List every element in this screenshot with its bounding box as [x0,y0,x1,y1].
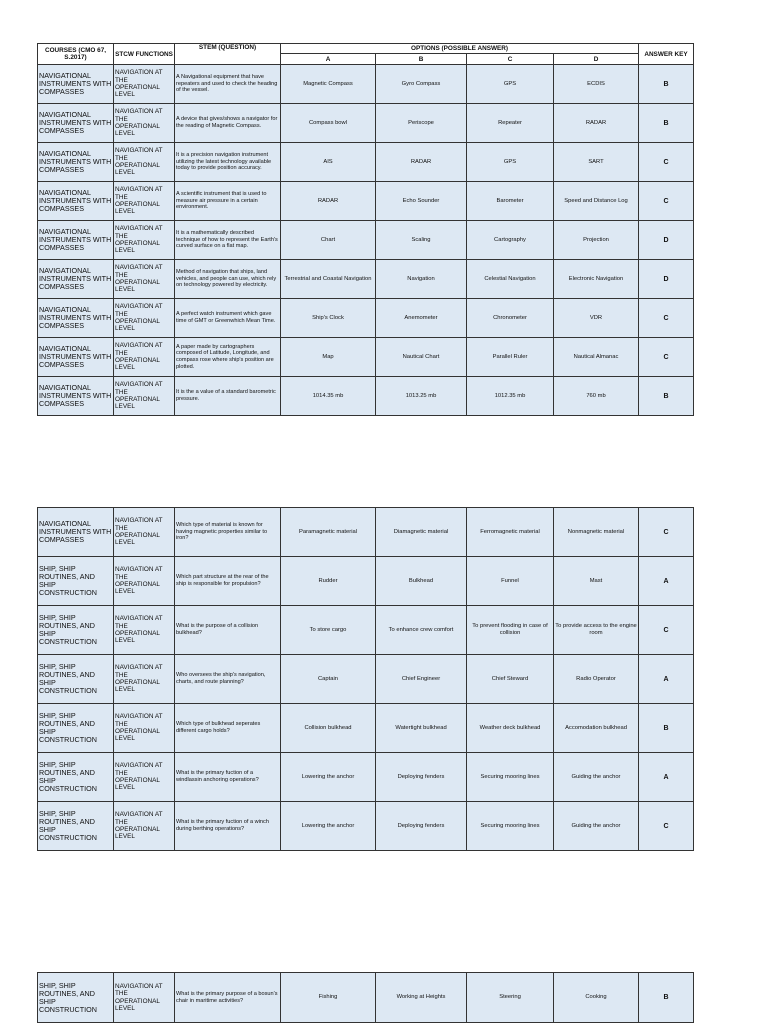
answer-key-cell: C [639,508,694,557]
option-b-cell: Deploying fenders [376,753,467,802]
option-c-cell: Weather deck bulkhead [467,704,554,753]
option-b-cell: 1013.25 mb [376,377,467,416]
course-cell: SHIP, SHIP ROUTINES, AND SHIP CONSTRUCTION [38,973,114,1023]
course-cell: NAVIGATIONAL INSTRUMENTS WITH COMPASSES [38,143,114,182]
function-cell: NAVIGATION AT THE OPERATIONAL LEVEL [114,802,175,851]
option-d-cell: ECDIS [554,65,639,104]
option-b-cell: Working at Heights [376,973,467,1023]
option-b-cell: Navigation [376,260,467,299]
table-row [38,655,694,704]
answer-key-cell: A [639,655,694,704]
stem-cell: It is a precision navigation instrument utilizing the latest technology available today to provide position accuracy. [175,143,281,182]
answer-key-cell: C [639,338,694,377]
stem-cell: Who oversees the ship's navigation, charts, and route planning? [175,655,281,704]
course-cell: NAVIGATIONAL INSTRUMENTS WITH COMPASSES [38,104,114,143]
option-b-cell: To enhance crew comfort [376,606,467,655]
table-row [38,753,694,802]
function-cell: NAVIGATION AT THE OPERATIONAL LEVEL [114,377,175,416]
stem-cell: It is the a value of a standard barometric pressure. [175,377,281,416]
answer-key-cell: C [639,802,694,851]
option-a-cell: Magnetic Compass [281,65,376,104]
stem-cell: Which type of material is known for having magnetic properties similar to iron? [175,508,281,557]
function-cell: NAVIGATION AT THE OPERATIONAL LEVEL [114,753,175,802]
header-row [38,44,694,54]
option-a-cell: Fishing [281,973,376,1023]
option-c-cell: Chief Steward [467,655,554,704]
stem-cell: Which part structure at the rear of the ship is responsible for propulsion? [175,557,281,606]
option-b-cell: Chief Engineer [376,655,467,704]
option-a-cell: Rudder [281,557,376,606]
table-row [38,260,694,299]
option-b-cell: Gyro Compass [376,65,467,104]
answer-key-cell: B [639,973,694,1023]
question-table-2 [37,507,694,851]
option-a-cell: Paramagnetic material [281,508,376,557]
option-b-cell: Scaling [376,221,467,260]
option-d-cell: Mast [554,557,639,606]
course-cell: SHIP, SHIP ROUTINES, AND SHIP CONSTRUCTION [38,606,114,655]
option-d-cell: Guiding the anchor [554,753,639,802]
option-d-cell: Nautical Almanac [554,338,639,377]
option-a-cell: Lowering the anchor [281,802,376,851]
function-cell: NAVIGATION AT THE OPERATIONAL LEVEL [114,655,175,704]
function-cell: NAVIGATION AT THE OPERATIONAL LEVEL [114,104,175,143]
function-cell: NAVIGATION AT THE OPERATIONAL LEVEL [114,221,175,260]
stem-cell: What is the primary purpose of a bosun's chair in maritime activities? [175,973,281,1023]
header-option-d: D [554,54,639,65]
function-cell: NAVIGATION AT THE OPERATIONAL LEVEL [114,557,175,606]
table-row [38,104,694,143]
header-option-a: A [281,54,376,65]
function-cell: NAVIGATION AT THE OPERATIONAL LEVEL [114,338,175,377]
stem-cell: What is the primary fuction of a windlassin anchoring operations? [175,753,281,802]
course-cell: SHIP, SHIP ROUTINES, AND SHIP CONSTRUCTION [38,557,114,606]
course-cell: SHIP, SHIP ROUTINES, AND SHIP CONSTRUCTION [38,655,114,704]
table-row [38,508,694,557]
table-row [38,704,694,753]
option-b-cell: Nautical Chart [376,338,467,377]
header-stem: STEM (QUESTION) [175,44,281,65]
function-cell: NAVIGATION AT THE OPERATIONAL LEVEL [114,260,175,299]
option-c-cell: Steering [467,973,554,1023]
function-cell: NAVIGATION AT THE OPERATIONAL LEVEL [114,606,175,655]
option-b-cell: Diamagnetic material [376,508,467,557]
function-cell: NAVIGATION AT THE OPERATIONAL LEVEL [114,704,175,753]
course-cell: NAVIGATIONAL INSTRUMENTS WITH COMPASSES [38,260,114,299]
option-c-cell: GPS [467,143,554,182]
option-a-cell: 1014.35 mb [281,377,376,416]
stem-cell: What is the primary fuction of a winch during berthing operations? [175,802,281,851]
answer-key-cell: A [639,753,694,802]
option-c-cell: Ferromagnetic material [467,508,554,557]
option-d-cell: Speed and Distance Log [554,182,639,221]
table-row [38,377,694,416]
header-options: OPTIONS (POSSIBLE ANSWER) [281,44,639,54]
option-c-cell: Chronometer [467,299,554,338]
option-b-cell: Echo Sounder [376,182,467,221]
answer-key-cell: A [639,557,694,606]
function-cell: NAVIGATION AT THE OPERATIONAL LEVEL [114,65,175,104]
option-a-cell: RADAR [281,182,376,221]
answer-key-cell: C [639,143,694,182]
stem-cell: A perfect watch instrument which gave time of GMT or Greenwhich Mean Time. [175,299,281,338]
table-row [38,221,694,260]
option-d-cell: Projection [554,221,639,260]
stem-cell: A Navigational equipment that have repeaters and used to check the heading of the vessel. [175,65,281,104]
option-d-cell: Electronic Navigation [554,260,639,299]
function-cell: NAVIGATION AT THE OPERATIONAL LEVEL [114,182,175,221]
option-a-cell: Compass bowl [281,104,376,143]
table-row [38,802,694,851]
option-c-cell: Celestial Navigation [467,260,554,299]
option-d-cell: Cooking [554,973,639,1023]
option-b-cell: Periscope [376,104,467,143]
course-cell: SHIP, SHIP ROUTINES, AND SHIP CONSTRUCTION [38,704,114,753]
option-a-cell: Chart [281,221,376,260]
table-row [38,338,694,377]
option-c-cell: Barometer [467,182,554,221]
option-a-cell: AIS [281,143,376,182]
option-c-cell: Repeater [467,104,554,143]
option-b-cell: Deploying fenders [376,802,467,851]
option-d-cell: Guiding the anchor [554,802,639,851]
answer-key-cell: B [639,104,694,143]
header-option-c: C [467,54,554,65]
course-cell: NAVIGATIONAL INSTRUMENTS WITH COMPASSES [38,377,114,416]
option-a-cell: Terrestrial and Coastal Navigation [281,260,376,299]
answer-key-cell: C [639,182,694,221]
option-a-cell: Ship's Clock [281,299,376,338]
table-row [38,557,694,606]
answer-key-cell: C [639,299,694,338]
option-b-cell: Watertight bulkhead [376,704,467,753]
course-cell: NAVIGATIONAL INSTRUMENTS WITH COMPASSES [38,221,114,260]
course-cell: NAVIGATIONAL INSTRUMENTS WITH COMPASSES [38,65,114,104]
option-d-cell: VDR [554,299,639,338]
option-a-cell: To store cargo [281,606,376,655]
stem-cell: A paper made by cartographers composed of Latitude, Longitude, and compass rose where ship's position are plotted. [175,338,281,377]
function-cell: NAVIGATION AT THE OPERATIONAL LEVEL [114,143,175,182]
course-cell: NAVIGATIONAL INSTRUMENTS WITH COMPASSES [38,299,114,338]
course-cell: NAVIGATIONAL INSTRUMENTS WITH COMPASSES [38,508,114,557]
option-c-cell: To prevent flooding in case of collision [467,606,554,655]
stem-cell: What is the purpose of a collision bulkhead? [175,606,281,655]
question-table-1 [37,43,694,416]
header-courses: COURSES (CMO 67, S.2017) [38,44,114,65]
answer-key-cell: B [639,65,694,104]
stem-cell: It is a mathematically described technique of how to represent the Earth's curved surface on a flat map. [175,221,281,260]
course-cell: NAVIGATIONAL INSTRUMENTS WITH COMPASSES [38,338,114,377]
answer-key-cell: D [639,221,694,260]
option-a-cell: Lowering the anchor [281,753,376,802]
answer-key-cell: D [639,260,694,299]
answer-key-cell: B [639,377,694,416]
table-row [38,973,694,1023]
function-cell: NAVIGATION AT THE OPERATIONAL LEVEL [114,973,175,1023]
stem-cell: Which type of bulkhead seperates different cargo holds? [175,704,281,753]
table-row [38,606,694,655]
table-row [38,65,694,104]
option-d-cell: 760 mb [554,377,639,416]
option-b-cell: Anemometer [376,299,467,338]
option-c-cell: Cartography [467,221,554,260]
header-option-b: B [376,54,467,65]
stem-cell: A device that gives/shows a navigator for the reading of Magnetic Compass. [175,104,281,143]
stem-cell: A scientific instrument that is used to measure air pressure in a certain environment. [175,182,281,221]
option-c-cell: 1012.35 mb [467,377,554,416]
answer-key-cell: B [639,704,694,753]
table-row [38,299,694,338]
option-c-cell: GPS [467,65,554,104]
option-d-cell: Accomodation bulkhead [554,704,639,753]
answer-key-cell: C [639,606,694,655]
function-cell: NAVIGATION AT THE OPERATIONAL LEVEL [114,508,175,557]
option-d-cell: Nonmagnetic material [554,508,639,557]
header-answer-key: ANSWER KEY [639,44,694,65]
option-a-cell: Map [281,338,376,377]
option-d-cell: To provide access to the engine room [554,606,639,655]
table-row [38,182,694,221]
option-d-cell: RADAR [554,104,639,143]
option-a-cell: Collision bulkhead [281,704,376,753]
question-table-3 [37,972,694,1023]
option-b-cell: Bulkhead [376,557,467,606]
option-d-cell: Radio Operator [554,655,639,704]
table-row [38,143,694,182]
course-cell: NAVIGATIONAL INSTRUMENTS WITH COMPASSES [38,182,114,221]
course-cell: SHIP, SHIP ROUTINES, AND SHIP CONSTRUCTION [38,753,114,802]
option-c-cell: Securing mooring lines [467,753,554,802]
header-functions: STCW FUNCTIONS [114,44,175,65]
option-c-cell: Funnel [467,557,554,606]
option-c-cell: Securing mooring lines [467,802,554,851]
option-d-cell: SART [554,143,639,182]
course-cell: SHIP, SHIP ROUTINES, AND SHIP CONSTRUCTION [38,802,114,851]
stem-cell: Method of navigation that ships, land vehicles, and people can use, which rely on technology powered by electricity. [175,260,281,299]
option-c-cell: Parallel Ruler [467,338,554,377]
option-a-cell: Captain [281,655,376,704]
function-cell: NAVIGATION AT THE OPERATIONAL LEVEL [114,299,175,338]
option-b-cell: RADAR [376,143,467,182]
